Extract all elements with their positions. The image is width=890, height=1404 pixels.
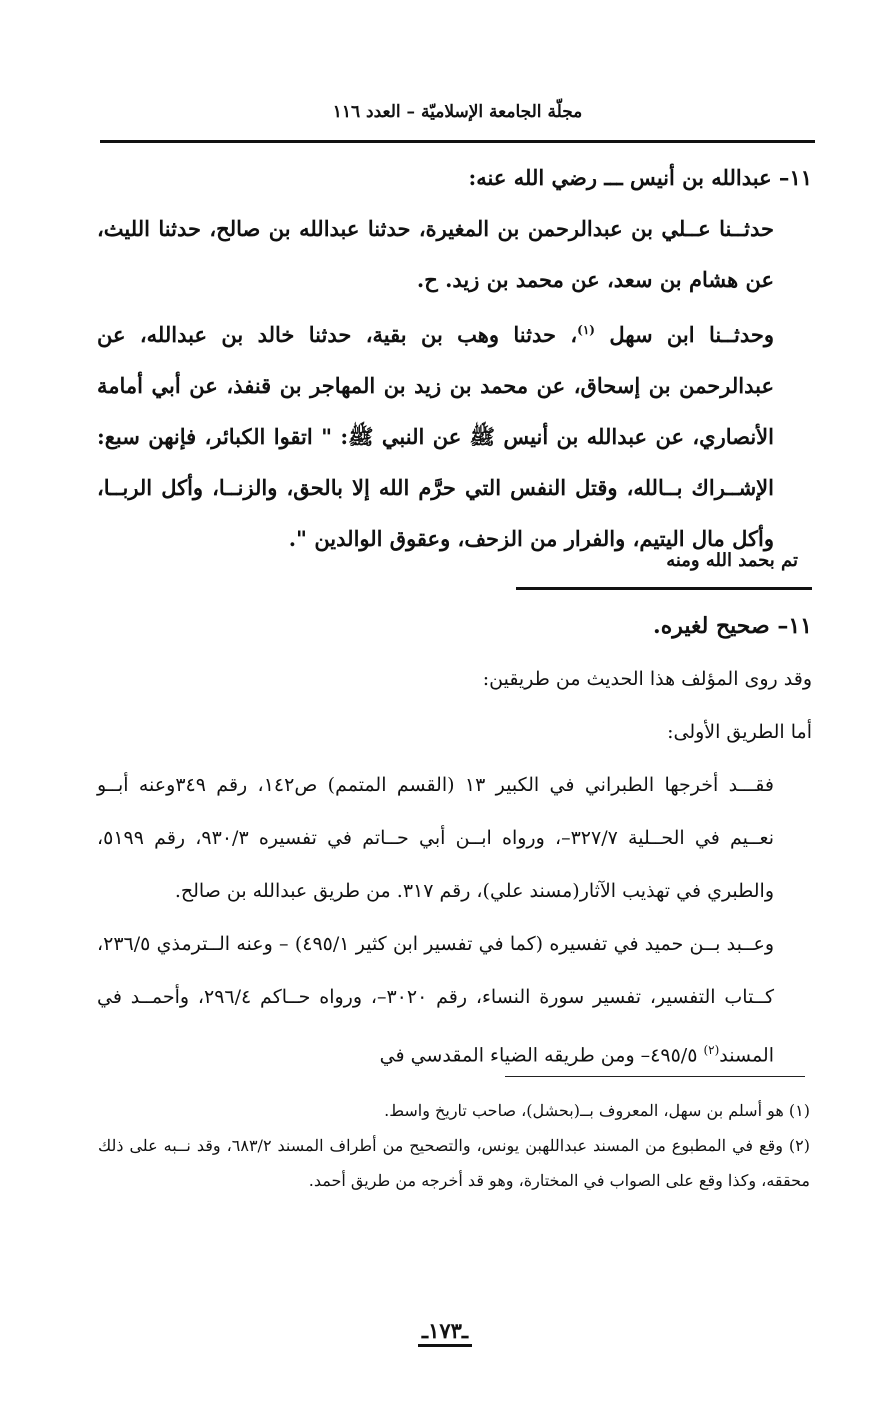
takhrij-text-a: وعــبد بــن حميد في تفسيره (كما في تفسير ابن كثير ٤٩٥/١) – وعنه الــترمذي ٢٣٦/٥، كــتاب التفسير، تفسير سورة النساء، رقم ٣٠٢٠–، ورواه حــاكم ٢٩٦/٤، وأحمــد في المسند xyxy=(97,933,774,1067)
isnad-paragraph-2 xyxy=(97,305,812,564)
footnote-ref-2: (٢) xyxy=(703,1043,720,1057)
header-divider xyxy=(100,140,815,143)
isnad-text-a: وحدثــنا ابن سهل xyxy=(594,322,775,347)
takhrij-intro: وقد روى المؤلف هذا الحديث من طريقين: xyxy=(482,668,812,690)
grade-heading: ١١– صحيح لغيره. xyxy=(653,613,812,639)
footnote-2: (٢) وقع في المطبوع من المسند عبداللهبن يونس، والتصحيح من أطراف المسند ٦٨٣/٢، وقد نــبه على ذلك محققه، وكذا وقع على الصواب في المختارة، وهو قد أخرجه من طريق أحمد. xyxy=(98,1136,811,1190)
page-number: ـ١٧٣ـ xyxy=(418,1318,472,1347)
end-mark: تم بحمد الله ومنه xyxy=(666,550,798,571)
isnad-text-b: ، حدثنا وهب بن بقية، حدثنا خالد بن عبدالله، عن عبدالرحمن بن إسحاق، عن محمد بن زيد بن المهاجر بن قنفذ، عن أبي أمامة الأنصاري، عن عبدالله بن أنيس ﷺ عن النبي ﷺ: " اتقوا الكبائر، فإنهن سبع: الإشــراك بــالله، وقتل النفس التي حرَّم الله إلا بالحق، والزنــا، وأكل الربــا، وأكل مال اليتيم، والفرار من الزحف، وعقوق الوالدين ". xyxy=(97,322,774,551)
takhrij-paragraph-1: فقـــد أخرجها الطبراني في الكبير ١٣ (القسم المتمم) ص١٤٢، رقم ٣٤٩وعنه أبــو نعــيم في الحــلية ٣٢٧/٧–، ورواه ابــن أبي حــاتم في تفسيره ٩٣٠/٣، رقم ٥١٩٩، والطبري في تهذيب الآثار(مسند علي)، رقم ٣١٧. من طريق عبدالله بن صالح. xyxy=(97,774,774,902)
isnad-paragraph-1: حدثــنا عــلي بن عبدالرحمن بن المغيرة، حدثنا عبدالله بن صالح، حدثنا الليث، عن هشام بن سعد، عن محمد بن زيد. ح. xyxy=(97,216,774,292)
first-route-label: أما الطريق الأولى: xyxy=(667,721,812,743)
takhrij-block xyxy=(97,600,812,1082)
end-divider xyxy=(516,587,812,590)
running-header: مجلّة الجامعة الإسلاميّة – العدد ١١٦ xyxy=(332,102,583,122)
footnote-divider xyxy=(505,1076,805,1077)
footnote-ref-1: (١) xyxy=(577,323,595,337)
hadith-heading: ١١– عبدالله بن أنيس ـــ رضي الله عنه: xyxy=(468,165,812,190)
hadith-block xyxy=(97,152,812,564)
footnote-1: (١) هو أسلم بن سهل، المعروف بــ(بحشل)، صاحب تاريخ واسط. xyxy=(384,1101,810,1120)
footnotes xyxy=(98,1093,810,1198)
page-number-wrap xyxy=(0,1318,890,1347)
takhrij-text-b: ٤٩٥/٥– ومن طريقه الضياء المقدسي في xyxy=(379,1044,704,1067)
takhrij-paragraph-2 xyxy=(97,918,812,1082)
